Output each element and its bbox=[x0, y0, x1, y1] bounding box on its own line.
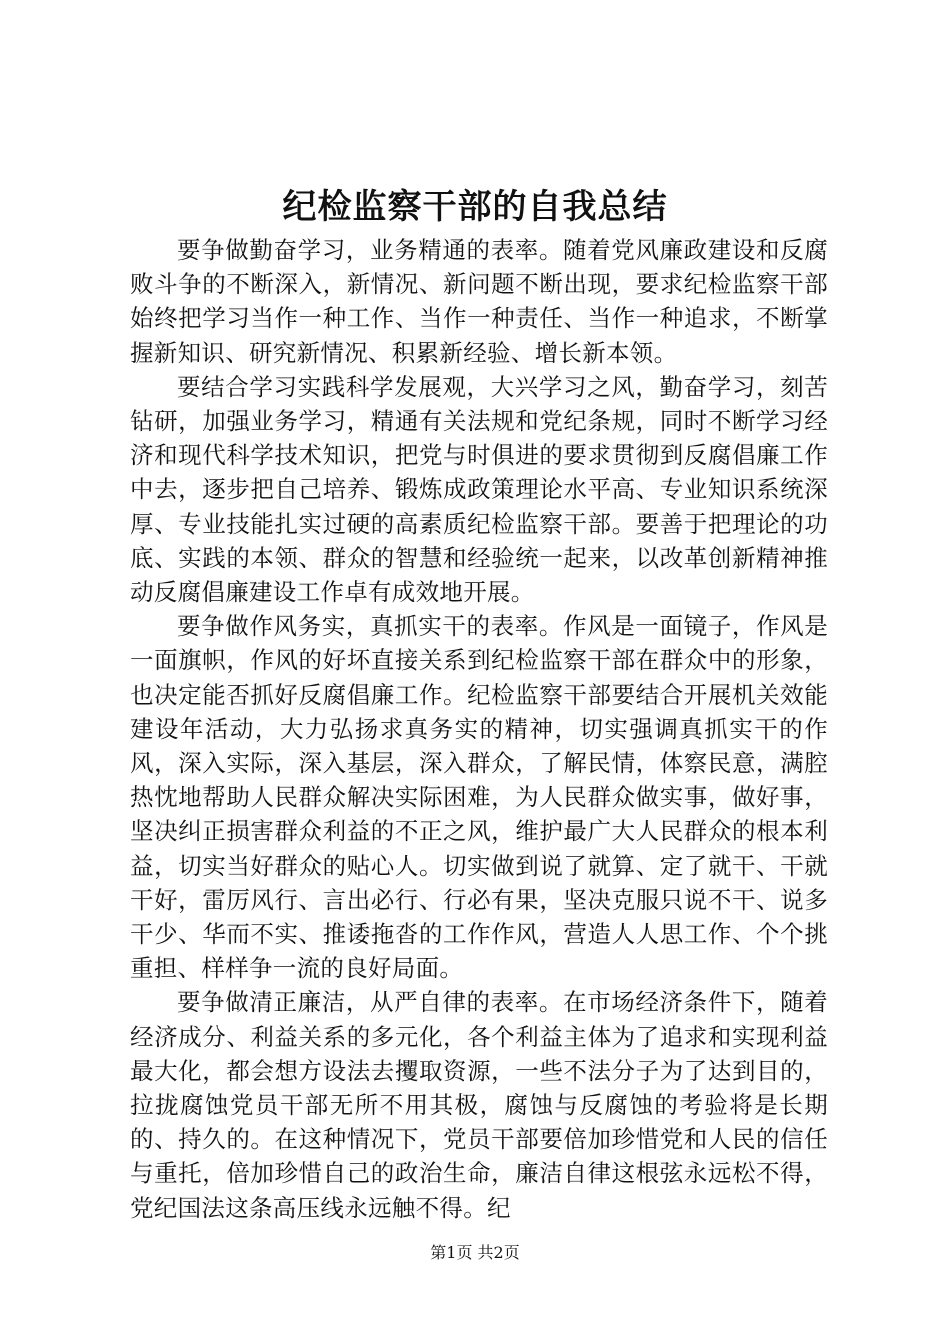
document-title: 纪检监察干部的自我总结 bbox=[282, 187, 668, 227]
paragraph-4: 要争做清正廉洁，从严自律的表率。在市场经济条件下，随着经济成分、利益关系的多元化，各个利益主体为了追求和实现利益最大化，都会想方设法去攫取资源，一些不法分子为了达到目的，拉拢腐蚀党员干部无所不用其极，腐蚀与反腐蚀的考验将是长期的、持久的。在这种情况下，党员干部要倍加珍惜党和人民的信任与重托，倍加珍惜自己的政治生命，廉洁自律这根弦永远松不得，党纪国法这条高压线永远触不得。纪 bbox=[130, 988, 828, 1222]
paragraph-2: 要结合学习实践科学发展观，大兴学习之风，勤奋学习，刻苦钻研，加强业务学习，精通有关法规和党纪条规，同时不断学习经济和现代科学技术知识，把党与时俱进的要求贯彻到反腐倡廉工作中去，逐步把自己培养、锻炼成政策理论水平高、专业知识系统深厚、专业技能扎实过硬的高素质纪检监察干部。要善于把理论的功底、实践的本领、群众的智慧和经验统一起来，以改革创新精神推动反腐倡廉建设工作卓有成效地开展。 bbox=[130, 372, 828, 607]
paragraph-1: 要争做勤奋学习，业务精通的表率。随着党风廉政建设和反腐败斗争的不断深入，新情况、新问题不断出现，要求纪检监察干部始终把学习当作一种工作、当作一种责任、当作一种追求，不断掌握新知识、研究新情况、积累新经验、增长新本领。 bbox=[130, 236, 828, 367]
page-number-footer: 第1页 共2页 bbox=[430, 1243, 520, 1262]
paragraph-3: 要争做作风务实，真抓实干的表率。作风是一面镜子，作风是一面旗帜，作风的好坏直接关系到纪检监察干部在群众中的形象，也决定能否抓好反腐倡廉工作。纪检监察干部要结合开展机关效能建设年活动，大力弘扬求真务实的精神，切实强调真抓实干的作风，深入实际，深入基层，深入群众，了解民情，体察民意，满腔热忱地帮助人民群众解决实际困难，为人民群众做实事，做好事，坚决纠正损害群众利益的不正之风，维护最广大人民群众的根本利益，切实当好群众的贴心人。切实做到说了就算、定了就干、干就干好，雷厉风行、言出必行、行必有果，坚决克服只说不干、说多干少、华而不实、推诿拖沓的工作作风，营造人人思工作、个个挑重担、样样争一流的良好局面。 bbox=[130, 612, 828, 983]
document-body bbox=[130, 233, 828, 1225]
